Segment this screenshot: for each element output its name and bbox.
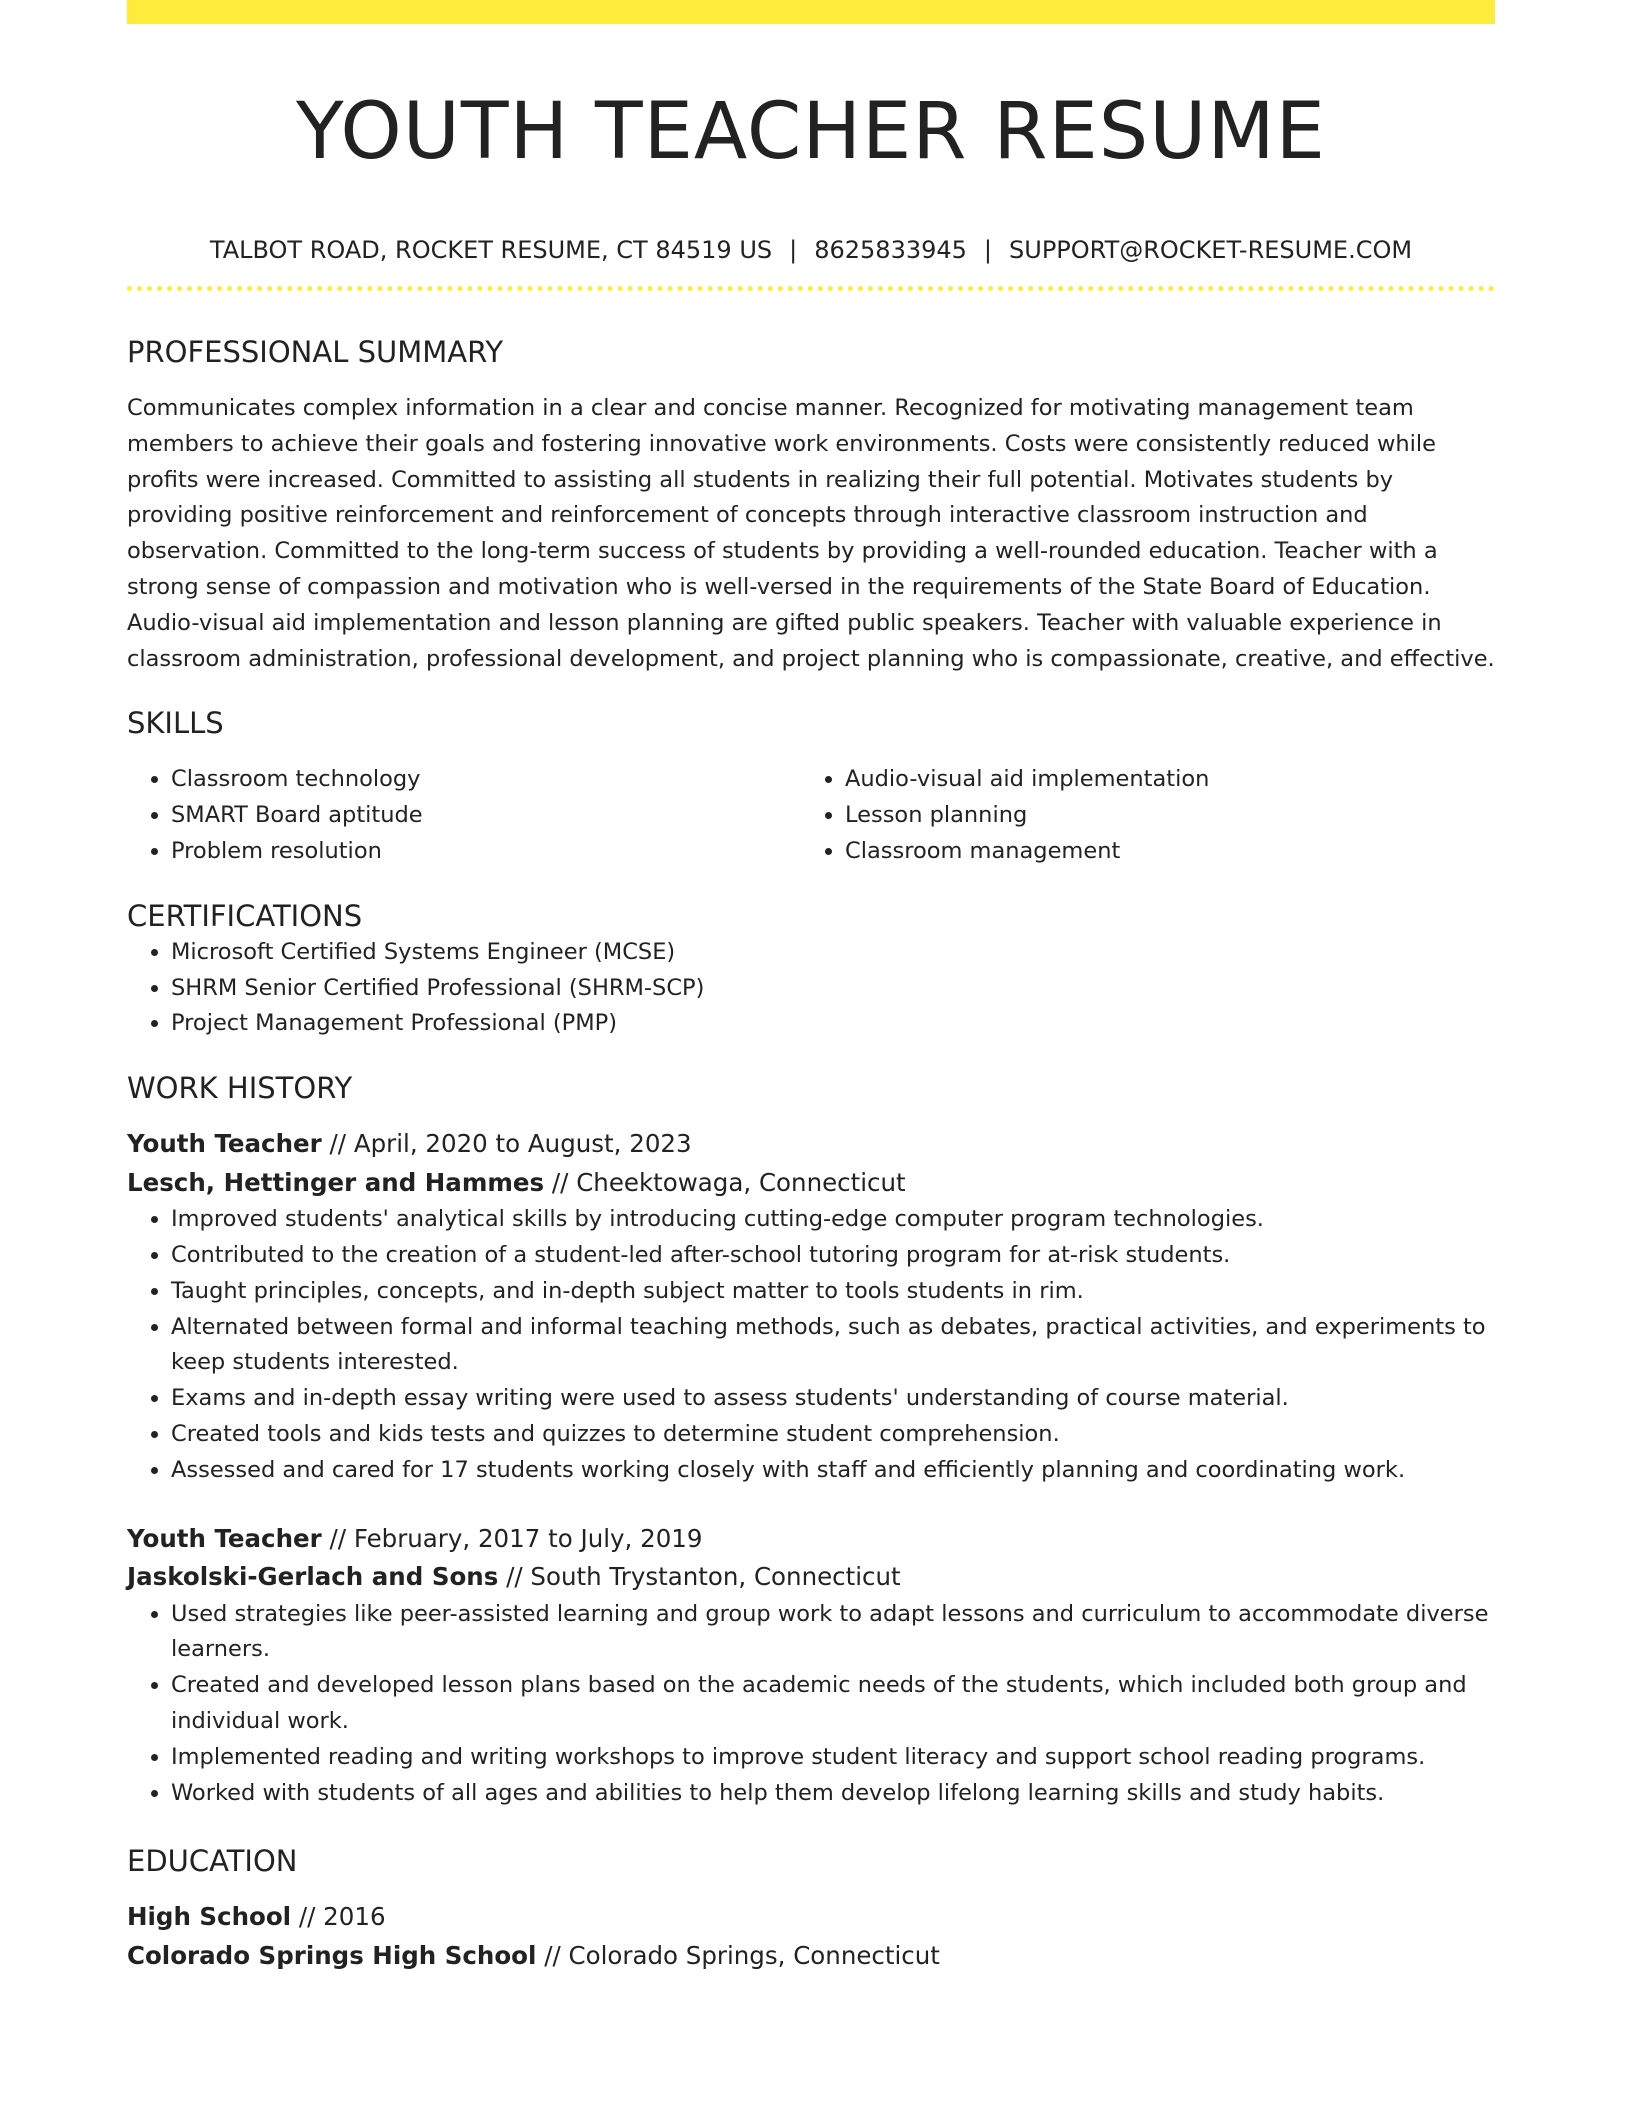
certifications-list [127, 935, 1495, 1042]
resume-page [127, 0, 1495, 1975]
skills-list-left [127, 762, 801, 869]
education-heading: EDUCATION [127, 1844, 298, 1879]
job-location: // Cheektowaga, Connecticut [544, 1167, 906, 1197]
skill-item: • Lesson planning [845, 798, 1475, 834]
job-role: Youth Teacher [127, 1523, 322, 1553]
job-dates: // April, 2020 to August, 2023 [321, 1129, 692, 1159]
job-bullet: • Worked with students of all ages and abilities to help them develop lifelong learning skills and study habits. [171, 1776, 1495, 1812]
education-school-line [127, 1937, 1495, 1976]
job-bullet: • Implemented reading and writing workshops to improve student literacy and support school reading programs. [171, 1740, 1495, 1776]
education-location: // Colorado Springs, Connecticut [536, 1940, 940, 1970]
accent-top-bar [127, 0, 1495, 24]
contact-email: SUPPORT@ROCKET-RESUME.COM [1009, 236, 1413, 264]
job-company: Jaskolski-Gerlach and Sons [127, 1562, 499, 1592]
job-bullet: • Alternated between formal and informal teaching methods, such as debates, practical activities, and experiments to keep students interested. [171, 1310, 1495, 1382]
education-entry [127, 1898, 1495, 1975]
contact-separator: | [983, 236, 993, 264]
job-bullet: • Used strategies like peer-assisted learning and group work to adapt lessons and curriculum to accommodate diverse learners. [171, 1597, 1495, 1669]
job-bullets [127, 1597, 1495, 1812]
contact-separator: | [789, 236, 798, 264]
skill-item: • Audio-visual aid implementation [845, 762, 1475, 798]
job-bullet: • Assessed and cared for 17 students working closely with staff and efficiently planning and coordinating work. [171, 1453, 1495, 1489]
job-bullet: • Taught principles, concepts, and in-depth subject matter to tools students in rim. [171, 1274, 1495, 1310]
job-entry [127, 1520, 1495, 1812]
work-history-heading: WORK HISTORY [127, 1071, 353, 1106]
skills-column-right [801, 762, 1475, 869]
education-year: // 2016 [291, 1902, 386, 1932]
skills-list-right [801, 762, 1475, 869]
job-company-line [127, 1164, 1495, 1203]
skill-item: • Problem resolution [171, 834, 801, 870]
job-bullets [127, 1202, 1495, 1488]
job-role-line [127, 1520, 1495, 1559]
job-dates: // February, 2017 to July, 2019 [321, 1523, 703, 1553]
job-bullet: • Created tools and kids tests and quizzes to determine student comprehension. [171, 1417, 1495, 1453]
job-company: Lesch, Hettinger and Hammes [127, 1167, 545, 1197]
job-company-line [127, 1558, 1495, 1597]
skills-grid [127, 762, 1495, 869]
job-bullet: • Created and developed lesson plans based on the academic needs of the students, which included both group and individual work. [171, 1668, 1495, 1740]
certification-item: • Microsoft Certified Systems Engineer (MCSE) [171, 935, 1495, 971]
certification-item: • Project Management Professional (PMP) [171, 1006, 1495, 1042]
job-bullet: • Improved students' analytical skills by introducing cutting-edge computer program technologies. [171, 1202, 1495, 1238]
contact-line [127, 234, 1495, 266]
skill-item: • SMART Board aptitude [171, 798, 801, 834]
education-degree-line [127, 1898, 1495, 1937]
job-bullet: • Exams and in-depth essay writing were used to assess students' understanding of course material. [171, 1381, 1495, 1417]
job-role-line [127, 1125, 1495, 1164]
certifications-heading: CERTIFICATIONS [127, 898, 363, 933]
summary-text: Communicates complex information in a clear and concise manner. Recognized for motivating management team members to achieve their goals and fostering innovative work environments. Costs were consistently reduced while profits were increased. Committed to assisting all students in realizing their full potential. Motivates students by providing positive reinforcement and reinforcement of concepts through interactive classroom instruction and observation. Committed to the long-term success of students by providing a well-rounded education. Teacher with a strong sense of compassion and motivation who is well-versed in the requirements of the State Board of Education. Audio-visual aid implementation and lesson planning are gifted public speakers. Teacher with valuable experience in classroom administration, professional development, and project planning who is compassionate, creative, and effective. [127, 395, 1495, 672]
job-role: Youth Teacher [127, 1129, 322, 1159]
job-entry [127, 1125, 1495, 1488]
skill-item: • Classroom technology [171, 762, 801, 798]
education-school: Colorado Springs High School [127, 1940, 537, 1970]
job-bullet: • Contributed to the creation of a student-led after-school tutoring program for at-risk students. [171, 1238, 1495, 1274]
summary-heading: PROFESSIONAL SUMMARY [127, 335, 504, 369]
skills-heading: SKILLS [127, 706, 224, 741]
job-location: // South Trystanton, Connecticut [498, 1562, 901, 1592]
contact-phone: 8625833945 [814, 236, 967, 264]
education-degree: High School [127, 1902, 292, 1932]
skills-column-left [127, 762, 801, 869]
skill-item: • Classroom management [845, 834, 1475, 870]
dotted-divider [127, 286, 1495, 291]
resume-title: YOUTH TEACHER RESUME [296, 87, 1326, 177]
certification-item: • SHRM Senior Certified Professional (SHRM-SCP) [171, 971, 1495, 1007]
contact-address: TALBOT ROAD, ROCKET RESUME, CT 84519 US [209, 236, 773, 264]
